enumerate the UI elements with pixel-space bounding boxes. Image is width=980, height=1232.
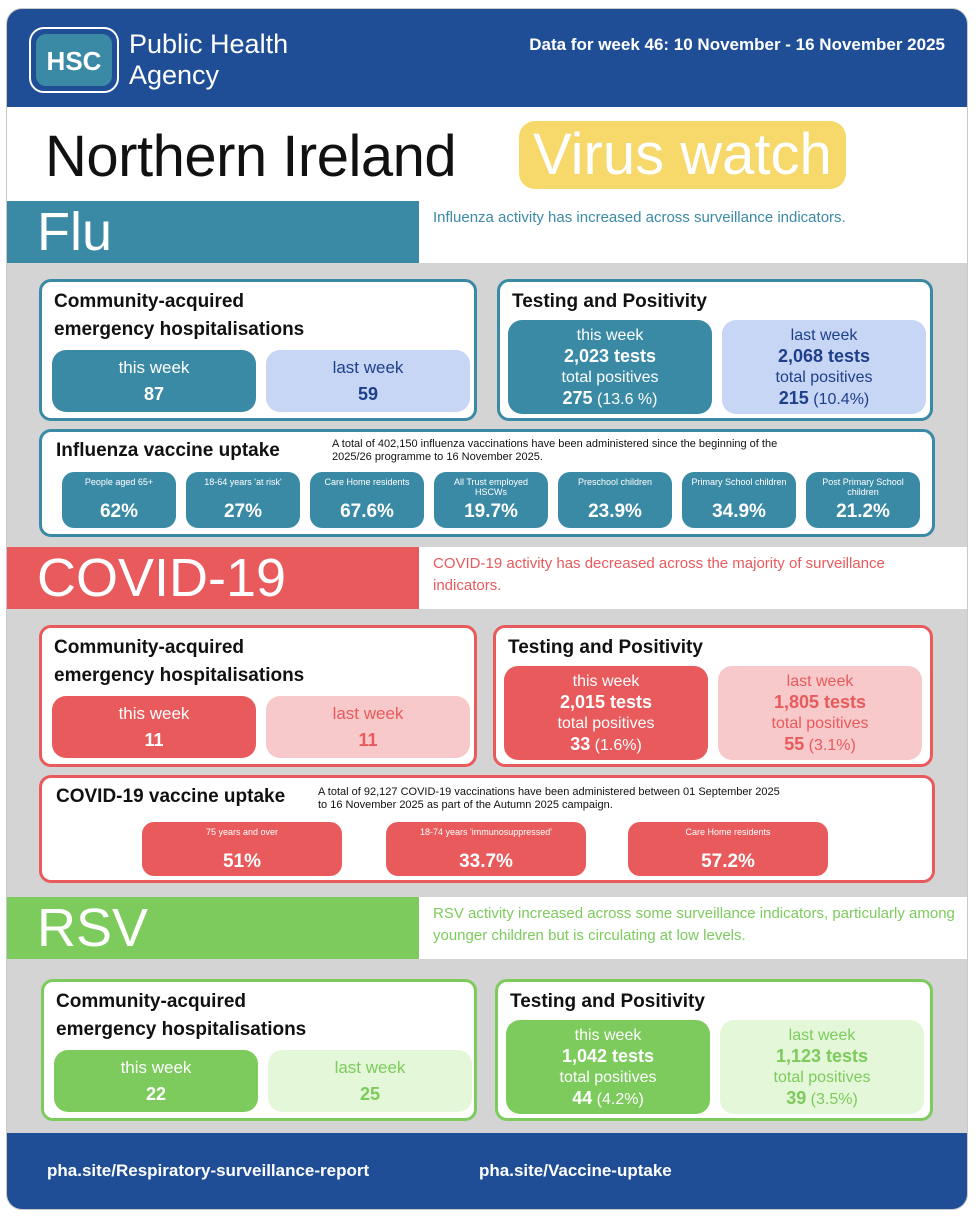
org-name-line2: Agency: [129, 60, 220, 90]
rsv-banner: [7, 897, 968, 959]
rsv-testing-last-tests: 1,123 tests: [775, 1046, 869, 1066]
page-title-highlight: Virus watch: [519, 121, 846, 189]
flu-vaccine-group-label: 18-64 years 'at risk': [204, 477, 282, 487]
covid-testing-last-pos-label: total positives: [771, 715, 869, 732]
covid-vaccine-group-75plus: [142, 822, 342, 876]
org-name: [129, 29, 288, 91]
rsv-hosp-title: [56, 988, 306, 1044]
flu-testing-this-tests: 2,023 tests: [563, 346, 657, 366]
rsv-testing-last-pos-pct: (3.5%): [810, 1091, 858, 1108]
covid-testing-this-label: this week: [572, 673, 640, 690]
rsv-hosp-last-week: [268, 1050, 472, 1112]
flu-vaccine-note: [332, 438, 777, 464]
flu-vaccine-group-label: Preschool children: [577, 477, 653, 487]
covid-vaccine-group-care-home: [628, 822, 828, 876]
covid-testing-title: Testing and Positivity: [508, 637, 703, 658]
covid-vaccine-note-l2: to 16 November 2025 as part of the Autumn 2025 campaign.: [318, 799, 613, 811]
flu-hosp-this-week: [52, 350, 256, 412]
flu-vaccine-group-label: People aged 65+: [84, 477, 154, 487]
flu-testing-title: Testing and Positivity: [512, 291, 707, 312]
flu-testing-last-pos-num: 215: [778, 388, 809, 408]
infographic: [6, 8, 968, 1210]
covid-vaccine-panel: [39, 775, 935, 883]
flu-testing-last-pos-label: total positives: [775, 369, 873, 386]
flu-hosp-this-value: 87: [143, 384, 165, 404]
flu-hosp-title: [54, 288, 304, 344]
covid-hosp-last-label: last week: [332, 704, 404, 723]
rsv-testing-this-pos-label: total positives: [559, 1069, 657, 1086]
covid-title: COVID-19: [7, 547, 419, 609]
data-week: Data for week 46: 10 November - 16 November 2025: [529, 35, 945, 54]
covid-vaccine-group-label: Care Home residents: [685, 827, 771, 837]
page-title: Northern Ireland: [45, 124, 457, 189]
covid-vaccine-group-value: 57.2%: [701, 851, 755, 872]
flu-hosp-this-label: this week: [118, 358, 190, 377]
flu-testing-panel: [497, 279, 933, 421]
flu-vaccine-group-primary: [682, 472, 796, 528]
flu-banner: [7, 201, 968, 263]
flu-vaccine-group-post-primary: [806, 472, 920, 528]
flu-vaccine-group-preschool: [558, 472, 672, 528]
rsv-testing-panel: [495, 979, 933, 1121]
covid-hosp-title-l2: emergency hospitalisations: [54, 665, 305, 686]
flu-vaccine-group-value: 34.9%: [712, 501, 766, 522]
respiratory-report-link[interactable]: pha.site/Respiratory-surveillance-report: [47, 1161, 370, 1180]
flu-vaccine-group-value: 23.9%: [588, 501, 642, 522]
covid-hosp-last-value: 11: [358, 730, 378, 750]
rsv-testing-this-week: [506, 1020, 710, 1114]
covid-testing-last-pos-num: 55: [784, 734, 805, 754]
flu-vaccine-note-l2: 2025/26 programme to 16 November 2025.: [332, 451, 543, 463]
flu-hosp-last-label: last week: [332, 358, 404, 377]
covid-note: COVID-19 activity has decreased across the majority of surveillance indicators.: [433, 555, 885, 594]
footer-bar: [7, 1133, 968, 1210]
covid-testing-this-pos-label: total positives: [557, 715, 655, 732]
rsv-testing-last-pos-label: total positives: [773, 1069, 871, 1086]
flu-note: Influenza activity has increased across surveillance indicators.: [433, 209, 846, 226]
flu-testing-this-pos-label: total positives: [561, 369, 659, 386]
flu-vaccine-group-value: 21.2%: [836, 501, 890, 522]
vaccine-uptake-link[interactable]: pha.site/Vaccine-uptake: [479, 1161, 672, 1180]
flu-vaccine-title: Influenza vaccine uptake: [56, 440, 280, 461]
covid-hosp-this-value: 11: [144, 730, 164, 750]
rsv-testing-this-pos-pct: (4.2%): [596, 1091, 644, 1108]
covid-vaccine-note-l1: A total of 92,127 COVID-19 vaccinations have been administered between 01 September 2025: [318, 786, 780, 798]
flu-vaccine-group-label: Primary School children: [691, 477, 787, 487]
rsv-hosp-this-label: this week: [120, 1058, 192, 1077]
flu-vaccine-group-value: 27%: [223, 501, 263, 522]
flu-hosp-panel: [39, 279, 477, 421]
flu-vaccine-group-care-home: [310, 472, 424, 528]
rsv-hosp-this-week: [54, 1050, 258, 1112]
covid-vaccine-note: [318, 786, 780, 812]
covid-hosp-this-label: this week: [118, 704, 190, 723]
flu-vaccine-panel: [39, 429, 935, 537]
covid-banner: [7, 547, 968, 609]
svg-text:HSC: HSC: [46, 46, 102, 76]
org-name-line1: Public Health: [129, 29, 289, 59]
flu-hosp-last-value: 59: [357, 384, 379, 404]
flu-vaccine-group-label: Post Primary School children: [822, 477, 904, 497]
covid-testing-this-tests: 2,015 tests: [559, 692, 653, 712]
covid-vaccine-title: COVID-19 vaccine uptake: [56, 786, 286, 807]
covid-testing-panel: [493, 625, 933, 767]
flu-testing-this-pos-pct: (13.6 %): [597, 391, 658, 408]
flu-testing-this-week: [508, 320, 712, 414]
rsv-hosp-title-l2: emergency hospitalisations: [56, 1019, 307, 1040]
flu-testing-this-label: this week: [576, 327, 644, 344]
rsv-testing-last-label: last week: [788, 1027, 856, 1044]
covid-vaccine-group-label: 18-74 years 'immunosuppressed': [419, 827, 552, 837]
flu-hosp-title-l1: Community-acquired: [54, 291, 245, 312]
flu-hosp-title-l2: emergency hospitalisations: [54, 319, 305, 340]
rsv-testing-this-pos-num: 44: [572, 1088, 593, 1108]
flu-testing-last-week: [722, 320, 926, 414]
covid-testing-this-pos-pct: (1.6%): [594, 737, 642, 754]
covid-vaccine-group-value: 33.7%: [459, 851, 513, 872]
covid-testing-last-pos-pct: (3.1%): [808, 737, 856, 754]
flu-testing-last-tests: 2,068 tests: [777, 346, 871, 366]
rsv-testing-this-label: this week: [574, 1027, 642, 1044]
covid-vaccine-group-label: 75 years and over: [205, 827, 279, 837]
rsv-testing-last-week: [720, 1020, 924, 1114]
flu-vaccine-group-value: 67.6%: [340, 501, 394, 522]
covid-testing-this-week: [504, 666, 708, 760]
flu-vaccine-group-value: 19.7%: [464, 501, 518, 522]
rsv-hosp-last-value: 25: [359, 1084, 381, 1104]
rsv-note: RSV activity increased across some surveillance indicators, particularly among younger children but is circulating at low levels.: [433, 905, 955, 944]
rsv-hosp-title-l1: Community-acquired: [56, 991, 247, 1012]
covid-hosp-title: [54, 634, 304, 690]
flu-title: Flu: [7, 201, 419, 263]
covid-testing-this-pos-num: 33: [570, 734, 591, 754]
flu-vaccine-group-value: 62%: [99, 501, 139, 522]
hsc-logo-icon: [29, 27, 119, 93]
covid-hosp-title-l1: Community-acquired: [54, 637, 245, 658]
covid-vaccine-group-immunosuppressed: [386, 822, 586, 876]
covid-vaccine-group-value: 51%: [222, 851, 262, 872]
flu-vaccine-group-65plus: [62, 472, 176, 528]
flu-testing-last-pos-pct: (10.4%): [813, 391, 870, 408]
flu-vaccine-group-label: All Trust employed HSCWs: [453, 477, 529, 497]
rsv-hosp-this-value: 22: [145, 1084, 167, 1104]
covid-testing-last-tests: 1,805 tests: [773, 692, 867, 712]
flu-hosp-last-week: [266, 350, 470, 412]
rsv-hosp-panel: [41, 979, 477, 1121]
flu-vaccine-note-l1: A total of 402,150 influenza vaccinations have been administered since the beginning of the: [332, 438, 778, 450]
flu-testing-last-label: last week: [790, 327, 858, 344]
flu-vaccine-group-hscws: [434, 472, 548, 528]
covid-hosp-this-week: [52, 696, 256, 758]
covid-testing-last-week: [718, 666, 922, 760]
header-bar: [7, 9, 968, 107]
rsv-hosp-last-label: last week: [334, 1058, 406, 1077]
flu-testing-this-pos-num: 275: [562, 388, 593, 408]
covid-hosp-last-week: [266, 696, 470, 758]
rsv-testing-last-pos-num: 39: [786, 1088, 807, 1108]
flu-vaccine-group-at-risk: [186, 472, 300, 528]
rsv-testing-this-tests: 1,042 tests: [561, 1046, 655, 1066]
covid-hosp-panel: [39, 625, 477, 767]
covid-testing-last-label: last week: [786, 673, 854, 690]
rsv-title: RSV: [7, 897, 419, 959]
flu-vaccine-group-label: Care Home residents: [324, 477, 410, 487]
title-band: [7, 107, 968, 201]
rsv-testing-title: Testing and Positivity: [510, 991, 705, 1012]
